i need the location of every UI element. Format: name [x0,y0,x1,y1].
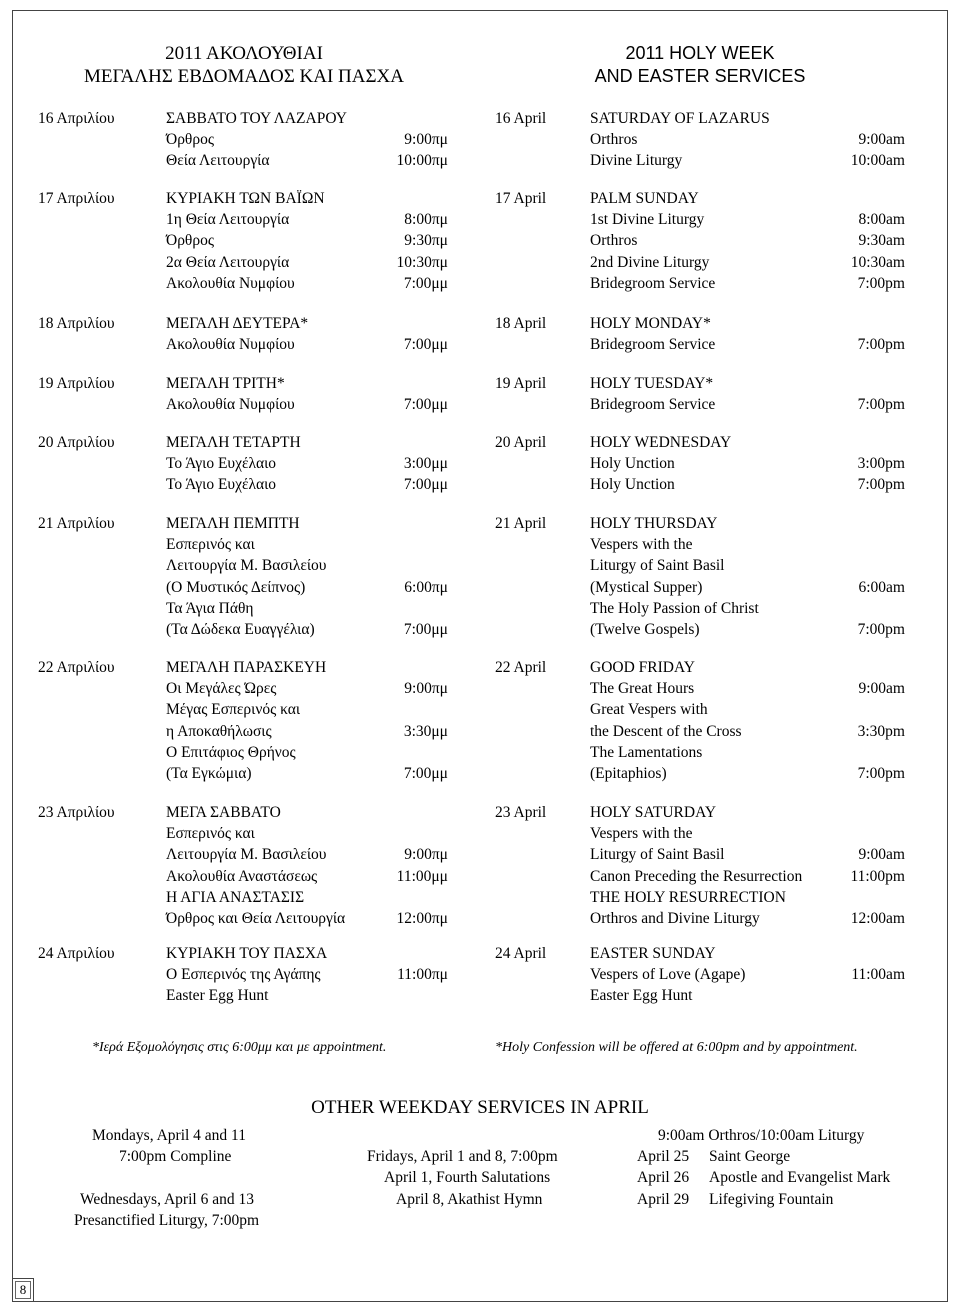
service-name: Liturgy of Saint Basil [590,846,725,864]
service-time: 9:30am [858,232,905,250]
service-row [38,825,450,846]
day-block [495,315,905,357]
mondays-time: 7:00pm Compline [119,1148,232,1165]
service-name: Ακολουθία Αναστάσεως [166,867,318,885]
day-name: ΜΕΓΑΛΗ ΠΑΡΑΣΚΕΥΗ [166,659,327,676]
service-time: 12:00am [850,910,905,927]
service-name: Vespers with the [590,825,693,843]
service-row [38,765,450,786]
service-name: (Epitaphios) [590,765,667,782]
day-date: 23 April [495,804,547,821]
service-name: Λειτουργία Μ. Βασιλείου [166,846,327,864]
service-name: (Τα Δώδεκα Ευαγγέλια) [166,621,315,638]
fridays-item-1: April 1, Fourth Salutations [384,1169,551,1186]
service-row [495,910,905,931]
service-time: 9:00πμ [404,846,448,864]
day-date: 20 Απριλίου [38,434,115,451]
service-row [38,396,450,417]
page-number-box [12,1278,34,1302]
day-block [495,434,905,498]
service-name: 2nd Divine Liturgy [590,253,710,271]
fridays-item-2: April 8, Akathist Hymn [396,1191,543,1208]
service-row [495,765,905,786]
service-name: Οι Μεγάλες Ώρες [166,680,277,698]
feast-name: Saint George [709,1148,791,1165]
service-time: 11:00pm [850,867,905,885]
day-block [38,190,450,296]
service-row [38,846,450,867]
service-time: 9:00πμ [404,131,448,149]
service-name: Ακολουθία Νυμφίου [166,274,295,292]
service-time: 10:00am [850,152,905,170]
service-name: Orthros [590,232,638,250]
service-time: 7:00μμ [403,476,448,494]
service-row [38,723,450,744]
service-name: Bridegroom Service [590,396,716,414]
day-name: HOLY THURSDAY [590,515,718,532]
service-time: 11:00am [851,966,905,984]
feast-name: Lifegiving Fountain [709,1191,834,1208]
service-name: η Αποκαθήλωσις [166,722,272,740]
service-time: 8:00πμ [404,211,448,229]
service-name: The Lamentations [590,743,703,761]
day-name: EASTER SUNDAY [590,945,716,962]
service-name: The Holy Passion of Christ [590,599,759,617]
day-date: 22 Απριλίου [38,659,115,676]
service-row [38,600,450,621]
day-block [495,515,905,642]
service-row [495,987,905,1008]
service-row [495,396,905,417]
day-name: ΜΕΓΑΛΗ ΤΕΤΑΡΤΗ [166,434,301,451]
day-name: ΣΑΒΒΑΤΟ ΤΟΥ ΛΑΖΑΡΟΥ [166,110,347,127]
service-row [495,680,905,701]
day-date: 18 Απριλίου [38,315,115,332]
service-row [38,131,450,152]
day-block [38,804,450,931]
service-row [495,621,905,642]
english-title-line2: AND EASTER SERVICES [594,66,806,86]
day-name: ΜΕΓΑΛΗ ΤΡΙΤΗ* [166,375,285,392]
service-row [495,232,905,253]
day-name: SATURDAY OF LAZARUS [590,110,770,127]
service-time: 3:00pm [857,455,905,473]
service-row [495,476,905,497]
service-time: 11:00πμ [397,966,448,984]
day-name: HOLY TUESDAY* [590,375,714,392]
service-time: 7:00pm [857,336,905,354]
service-row [495,152,905,173]
day-block [495,945,905,1009]
service-name: Orthros and Divine Liturgy [590,910,760,927]
service-row [38,680,450,701]
service-row [495,723,905,744]
day-date: 16 April [495,110,547,127]
service-name: Canon Preceding the Resurrection [590,867,803,885]
service-row [38,621,450,642]
day-date: 19 April [495,375,547,392]
day-name: ΚΥΡΙΑΚΗ ΤΟΥ ΠΑΣΧΑ [166,945,328,962]
page-number: 8 [15,1281,31,1299]
service-name: Ακολουθία Νυμφίου [166,336,295,354]
feast-date: April 25 [637,1148,690,1165]
service-row [495,536,905,557]
service-row [38,455,450,476]
mondays-label: Mondays, April 4 and 11 [92,1127,246,1144]
day-name: GOOD FRIDAY [590,659,695,676]
service-row [38,152,450,173]
daily-feast-time: 9:00am Orthros/10:00am Liturgy [658,1127,865,1144]
service-name: 2α Θεία Λειτουργία [166,253,290,271]
service-name: Η ΑΓΙΑ ΑΝΑΣΤΑΣΙΣ [166,888,305,906]
service-name: Bridegroom Service [590,336,716,354]
day-name: PALM SUNDAY [590,190,699,207]
english-title-line1: 2011 HOLY WEEK [625,43,775,63]
service-row [38,232,450,253]
service-row [38,868,450,889]
service-time: 9:00am [858,846,905,864]
service-name: Λειτουργία Μ. Βασιλείου [166,557,327,575]
service-name: Το Άγιο Ευχέλαιο [166,455,277,473]
service-row [38,557,450,578]
service-name: Το Άγιο Ευχέλαιο [166,476,277,494]
greek-title-line1: 2011 ΑΚΟΛΟΥΘΙΑΙ [165,43,323,64]
service-time: 7:00μμ [403,765,448,782]
service-time: 10:30am [850,253,905,271]
day-date: 23 Απριλίου [38,804,115,821]
service-row [495,701,905,722]
service-row [495,211,905,232]
service-row [495,557,905,578]
day-name: HOLY WEDNESDAY [590,434,732,451]
service-time: 11:00μμ [396,867,448,885]
day-name: ΜΕΓΑΛΗ ΠΕΜΠΤΗ [166,515,300,532]
service-time: 7:00pm [857,765,905,782]
service-name: (Τα Εγκώμια) [166,765,252,782]
day-date: 21 April [495,515,547,532]
service-row [495,455,905,476]
service-time: 7:00pm [857,274,905,292]
service-row [38,966,450,987]
service-name: Divine Liturgy [590,152,683,170]
service-row [495,846,905,867]
service-time: 6:00πμ [404,578,448,596]
day-date: 20 April [495,434,547,451]
day-date: 24 Απριλίου [38,945,115,962]
service-name: Bridegroom Service [590,274,716,292]
service-time: 7:00μμ [403,396,448,414]
service-name: Holy Unction [590,455,675,473]
greek-title [38,42,450,88]
service-time: 7:00pm [857,476,905,494]
service-name: Vespers with the [590,536,693,554]
day-block [38,315,450,357]
greek-title-line2: ΜΕΓΑΛΗΣ ΕΒΔΟΜΑΔΟΣ ΚΑΙ ΠΑΣΧΑ [84,66,404,87]
service-time: 9:00am [858,131,905,149]
service-time: 7:00pm [857,621,905,638]
service-row [38,987,450,1008]
day-date: 17 April [495,190,547,207]
service-row [495,275,905,296]
service-time: 12:00πμ [396,910,448,927]
service-time: 9:00am [858,680,905,698]
english-title [495,42,905,88]
service-name: Holy Unction [590,476,675,494]
greek-confession-note: *Ιερά Εξομολόγησις στις 6:00μμ και με appointment. [92,1040,387,1055]
service-name: Orthros [590,131,638,149]
service-name: The Great Hours [590,680,695,698]
service-name: Ακολουθία Νυμφίου [166,396,295,414]
service-row [38,536,450,557]
service-row [495,744,905,765]
service-row [495,889,905,910]
day-block [495,804,905,931]
service-time: 7:00μμ [403,621,448,638]
service-name: (Mystical Supper) [590,578,703,596]
service-name: (Ο Μυστικός Δείπνος) [166,578,306,596]
feast-date: April 29 [637,1191,690,1208]
wednesdays-detail: Presanctified Liturgy, 7:00pm [74,1212,260,1229]
day-name: ΚΥΡΙΑΚΗ ΤΩΝ ΒΑΪΩΝ [166,190,325,207]
service-name: (Twelve Gospels) [590,621,700,638]
feast-name: Apostle and Evangelist Mark [709,1169,891,1186]
service-name: Όρθρος [166,131,214,149]
service-time: 10:30πμ [396,253,448,271]
service-row [38,211,450,232]
wednesdays-label: Wednesdays, April 6 and 13 [80,1191,254,1208]
day-block [38,515,450,642]
day-name: HOLY SATURDAY [590,804,717,821]
service-name: Vespers of Love (Agape) [590,966,746,984]
day-date: 19 Απριλίου [38,375,115,392]
day-name: ΜΕΓΑ ΣΑΒΒΑΤΟ [166,804,281,821]
day-block [38,110,450,174]
service-name: Θεία Λειτουργία [166,152,270,170]
service-name: Ο Επιτάφιος Θρήνος [166,743,296,761]
day-date: 18 April [495,315,547,332]
service-time: 9:30πμ [404,232,448,250]
service-name: 1st Divine Liturgy [590,211,705,229]
day-block [495,110,905,174]
other-services-title: OTHER WEEKDAY SERVICES IN APRIL [311,1097,649,1118]
service-name: Great Vespers with [590,701,708,719]
service-row [38,254,450,275]
service-row [38,476,450,497]
service-row [38,336,450,357]
day-date: 21 Απριλίου [38,515,115,532]
service-name: Liturgy of Saint Basil [590,557,725,575]
service-time: 6:00am [858,578,905,596]
day-block [38,945,450,1009]
service-row [38,275,450,296]
service-row [495,336,905,357]
service-time: 7:00pm [857,396,905,414]
english-confession-note: *Holy Confession will be offered at 6:00pm and by appointment. [495,1040,858,1055]
service-name: the Descent of the Cross [590,722,742,740]
day-block [495,659,905,786]
service-name: Εσπερινός και [166,825,255,843]
day-block [495,375,905,417]
service-row [38,889,450,910]
service-name: Μέγας Εσπερινός και [166,701,301,719]
day-name: HOLY MONDAY* [590,315,711,332]
service-time: 9:00πμ [404,680,448,698]
service-name: Easter Egg Hunt [166,987,269,1005]
service-row [495,600,905,621]
day-date: 17 Απριλίου [38,190,115,207]
service-row [38,701,450,722]
day-date: 22 April [495,659,547,676]
day-block [495,190,905,296]
service-name: Ο Εσπερινός της Αγάπης [166,966,321,984]
service-row [495,131,905,152]
day-block [38,659,450,786]
day-name: ΜΕΓΑΛΗ ΔΕΥΤΕΡΑ* [166,315,309,332]
feast-date: April 26 [637,1169,690,1186]
service-name: Όρθρος [166,232,214,250]
service-row [495,868,905,889]
fridays-label: Fridays, April 1 and 8, 7:00pm [367,1148,558,1165]
service-time: 7:00μμ [403,336,448,354]
service-row [495,966,905,987]
service-name: Όρθρος και Θεία Λειτουργία [166,910,346,927]
service-time: 10:00πμ [396,152,448,170]
service-time: 3:00μμ [403,455,448,473]
day-block [38,434,450,498]
day-block [38,375,450,417]
service-time: 7:00μμ [403,274,448,292]
service-name: Τα Άγια Πάθη [166,599,254,617]
service-time: 3:30μμ [403,722,448,740]
service-name: Εσπερινός και [166,536,255,554]
service-row [495,579,905,600]
service-time: 8:00am [858,211,905,229]
service-name: Easter Egg Hunt [590,987,693,1005]
day-date: 16 Απριλίου [38,110,115,127]
service-name: 1η Θεία Λειτουργία [166,211,290,229]
service-row [495,254,905,275]
service-row [38,579,450,600]
service-row [38,744,450,765]
service-time: 3:30pm [857,722,905,740]
day-date: 24 April [495,945,547,962]
service-name: THE HOLY RESURRECTION [590,888,786,906]
service-row [38,910,450,931]
service-row [495,825,905,846]
